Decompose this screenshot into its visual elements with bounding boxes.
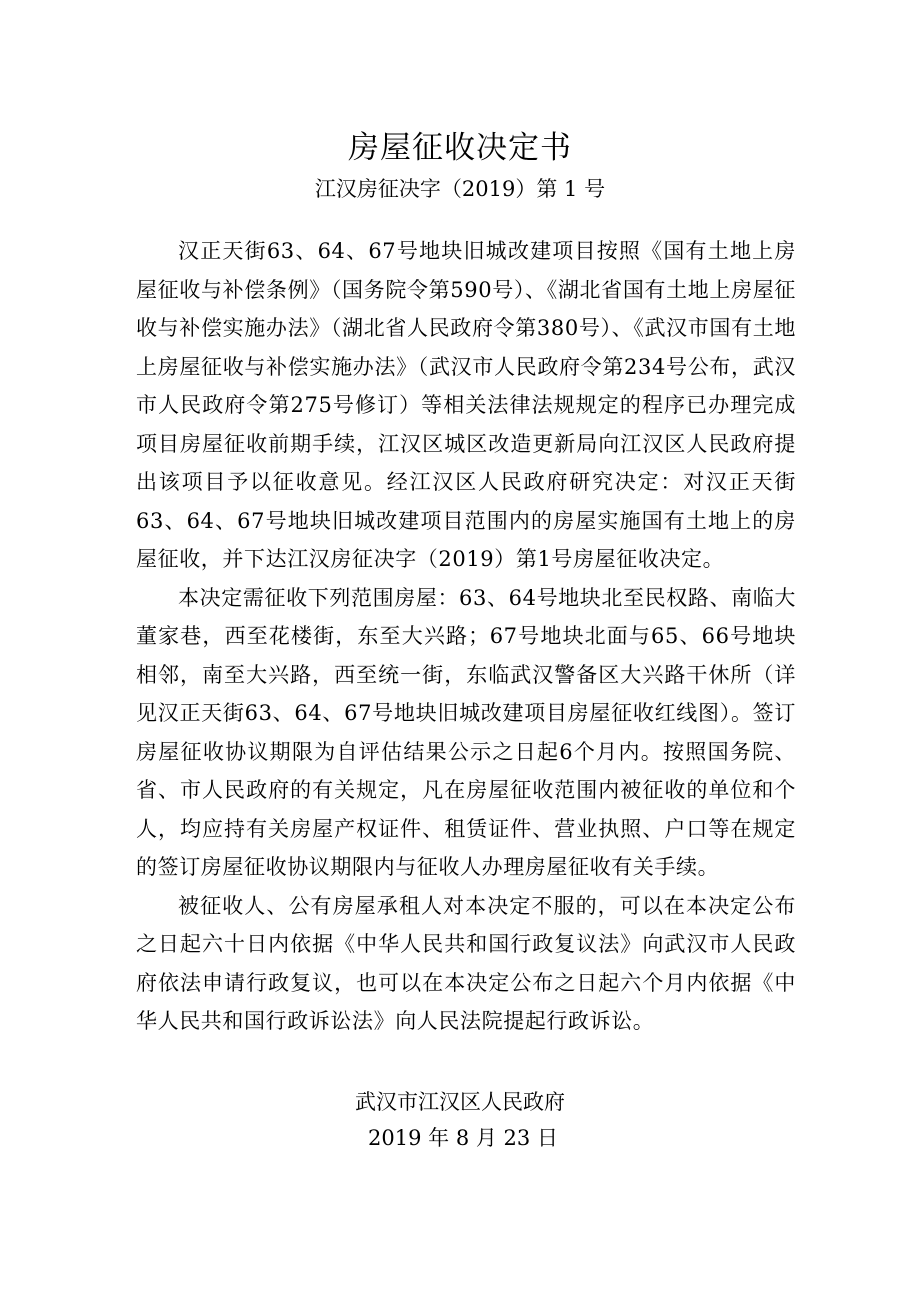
paragraph-legal-basis: 汉正天街63、64、67号地块旧城改建项目按照《国有土地上房屋征收与补偿条例》（国务院令第590号）、《湖北省国有土地上房屋征收与补偿实施办法》（湖北省人民政府令第380号）、《武汉市国有土地上房屋征收与补偿实施办法》（武汉市人民政府令第234号公布，武汉市人民政府令第275号修订）等相关法律法规规定的程序已办理完成项目房屋征收前期手续，江汉区城区改造更新局向江汉区人民政府提出该项目予以征收意见。经江汉区人民政府研究决定：对汉正天街63、64、67号地块旧城改建项目范围内的房屋实施国有土地上的房屋征收，并下达江汉房征决字（2019）第1号房屋征收决定。	[136, 239, 796, 571]
paragraph-scope: 本决定需征收下列范围房屋：63、64号地块北至民权路、南临大董家巷，西至花楼街，东至大兴路；67号地块北面与65、66号地块相邻，南至大兴路，西至统一街，东临武汉警备区大兴路干休所（详见汉正天街63、64、67号地块旧城改建项目房屋征收红线图）。签订房屋征收协议期限为自评估结果公示之日起6个月内。按照国务院、省、市人民政府的有关规定，凡在房屋征收范围内被征收的单位和个人，均应持有关房屋产权证件、租赁证件、营业执照、户口等在规定的签订房屋征收协议期限内与征收人办理房屋征收有关手续。	[136, 585, 796, 879]
document-body	[136, 232, 796, 1041]
signature-block	[0, 1084, 920, 1156]
paragraph-appeal: 被征收人、公有房屋承租人对本决定不服的，可以在本决定公布之日起六十日内依据《中华人民共和国行政复议法》向武汉市人民政府依法申请行政复议，也可以在本决定公布之日起六个月内依据《中华人民共和国行政诉讼法》向人民法院提起行政诉讼。	[136, 893, 796, 1033]
issuer-name: 武汉市江汉区人民政府	[355, 1090, 565, 1114]
issue-date: 2019 年 8 月 23 日	[368, 1126, 558, 1150]
document-title: 房屋征收决定书	[348, 130, 572, 166]
document-number: 江汉房征决字（2019）第 1 号	[314, 177, 606, 201]
